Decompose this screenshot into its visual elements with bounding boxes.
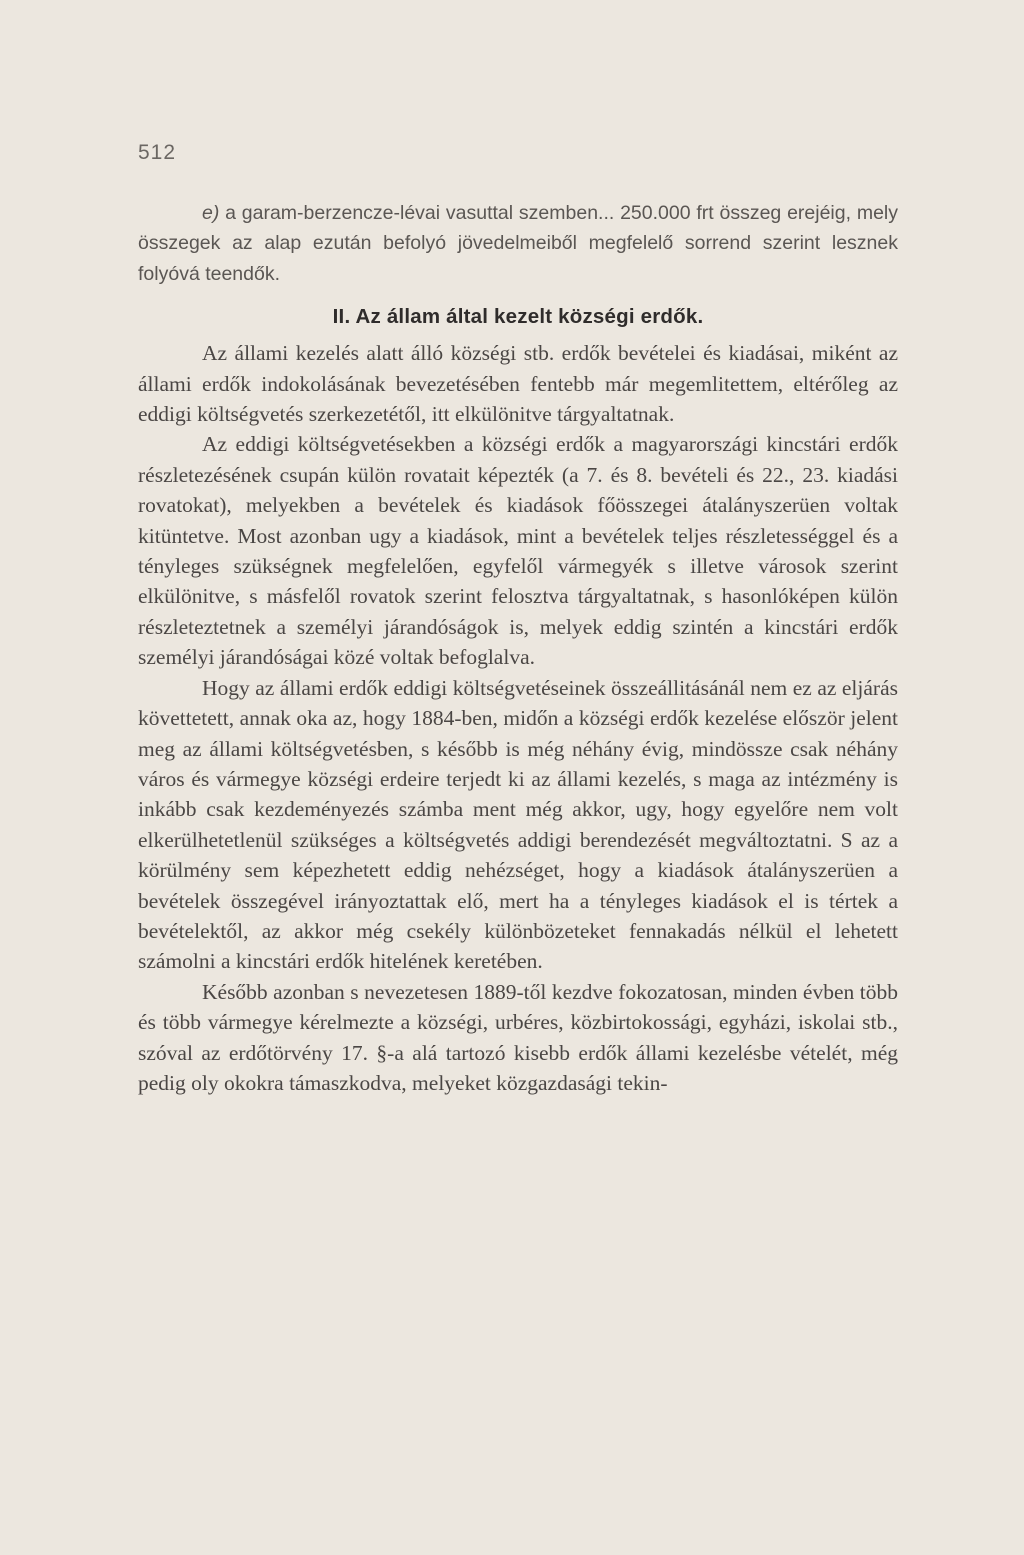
item-marker: e) (202, 202, 220, 224)
paragraph-previous-budgets: Az eddigi költségvetésekben a községi erdők a magyarországi kincstári erdők részletezésének csupán külön rovatait képezték (a 7. és 8. bevételi és 22., 23. kiadási rovatokat), melyekben a bevételek és kiadások főösszegei átalányszerüen voltak kitüntetve. Most azonban ugy a kiadások, mint a bevételek teljes részletességgel és a tényleges szükségnek megfelelően, egyfelől vármegyék s illetve városok szerint elkülönitve, s másfelől rovatok szerint felosztva tárgyaltatnak, s hasonlóképen külön részleteztetnek a személyi járandóságok is, melyek eddig szintén a kincstári erdők személyi járandóságai közé voltak befoglalva. (138, 432, 898, 670)
section-heading: II. Az állam által kezelt községi erdők. (332, 305, 704, 329)
paragraph-budget-history: Hogy az állami erdők eddigi költségvetéseinek összeállitásánál nem ez az eljárás követtetett, annak oka az, hogy 1884-ben, midőn a községi erdők kezelése először jelent meg az állami költségvetésben, s később is még néhány évig, mindössze csak néhány város és vármegye községi erdeire terjedt ki az állami kezelés, s maga az intézmény is inkább csak kezdeményezés számba ment még akkor, ugy, hogy egyelőre nem volt elkerülhetetlenül szükséges a költségvetés addigi berendezését megváltoztatni. S az a körülmény sem képezhetett eddig nehézséget, hogy a kiadások átalányszerüen a bevételek összegével irányoztattak elő, mert ha a tényleges kiadások el is tértek a bevételektől, az akkor még csekély különbözeteket fennakadás nélkül el lehetett számolni a kincstári erdők hitelének keretében. (138, 675, 898, 974)
paragraph-later-requests: Később azonban s nevezetesen 1889-től kezdve fokozatosan, minden évben több és több vármegye kérelmezte a községi, urbéres, közbirtokossági, egyházi, iskolai stb., szóval az erdőtörvény 17. §-a alá tartozó kisebb erdők állami kezelésbe vételét, még pedig oly okokra támaszkodva, melyeket közgazdasági tekin- (138, 979, 898, 1095)
intro-paragraph-text: a garam-berzencze-lévai vasuttal szemben... 250.000 frt összeg erejéig, mely összegek az alap ezután befolyó jövedelmeiből megfelelő sorrend szerint lesznek folyóvá teendők. (138, 202, 898, 285)
document-body (138, 198, 898, 1098)
page-number: 512 (138, 141, 177, 164)
paragraph-state-managed-forests: Az állami kezelés alatt álló községi stb. erdők bevételei és kiadásai, miként az állami erdők indokolásának bevezetésében fentebb már megemlitettem, eltérőleg az eddigi költségvetés szerkezetétől, itt elkülönitve tárgyaltatnak. (138, 341, 898, 427)
intro-paragraph (138, 198, 898, 289)
